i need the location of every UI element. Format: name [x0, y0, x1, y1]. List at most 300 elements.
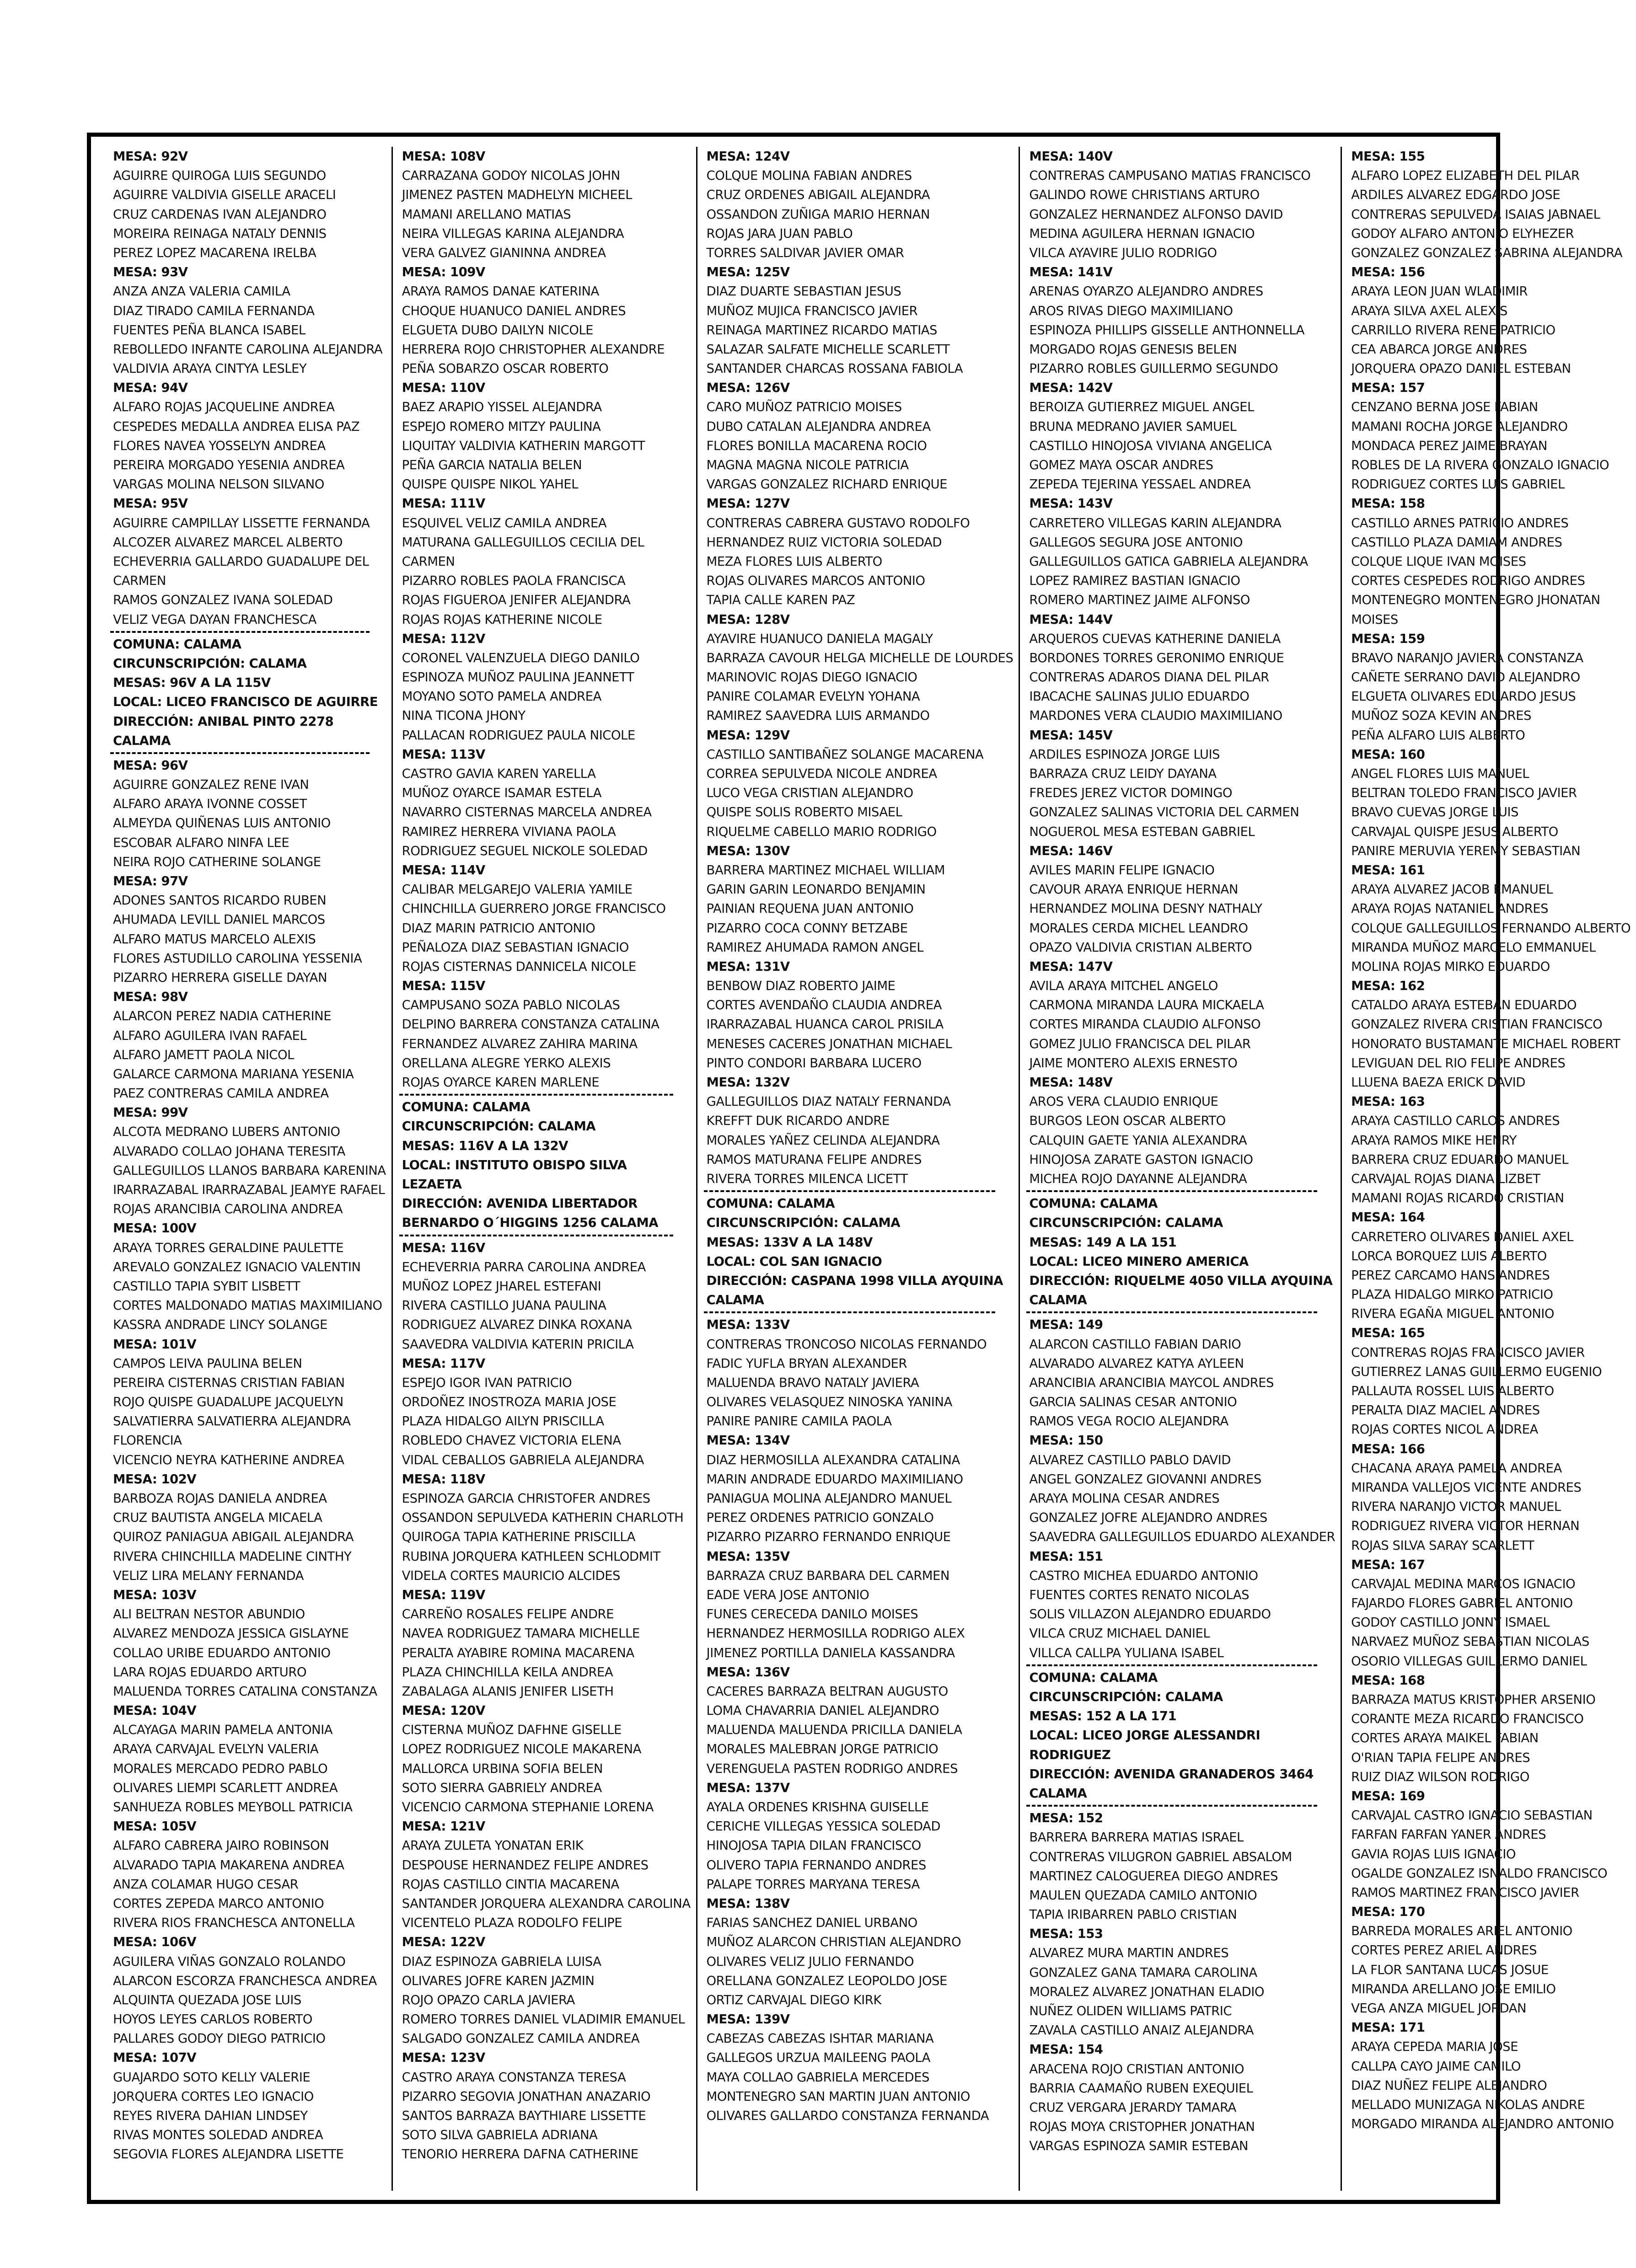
voter-name: GUAJARDO SOTO KELLY VALERIE [113, 2070, 311, 2085]
mesa-heading: MESA: 103V [113, 1587, 197, 1602]
voter-name: SANTANDER JORQUERA ALEXANDRA CAROLINA [402, 1896, 691, 1911]
mesa-heading: MESA: 115V [402, 979, 485, 994]
voter-name: ROJAS ARANCIBIA CAROLINA ANDREA [113, 1202, 343, 1217]
voter-name: BRAVO NARANJO JAVIERA CONSTANZA [1351, 650, 1583, 665]
voter-name: NOGUEROL MESA ESTEBAN GABRIEL [1029, 824, 1255, 839]
voter-name: MUÑOZ MUJICA FRANCISCO JAVIER [706, 303, 918, 318]
voter-name: CORTES PEREZ ARIEL ANDRES [1351, 1943, 1537, 1958]
voter-name: ROJAS OYARCE KAREN MARLENE [402, 1075, 600, 1090]
mesa-heading: MESA: 110V [402, 380, 485, 396]
voter-name: COLQUE MOLINA FABIAN ANDRES [706, 168, 912, 183]
section-header-line: DIRECCIÓN: AVENIDA LIBERTADOR [402, 1196, 638, 1211]
mesa-heading: MESA: 160 [1351, 747, 1425, 762]
voter-name: HERNANDEZ HERMOSILLA RODRIGO ALEX [706, 1626, 965, 1641]
section-header-line: COMUNA: CALAMA [402, 1100, 531, 1115]
voter-name: CARVAJAL ROJAS DIANA LIZBET [1351, 1171, 1540, 1186]
voter-name: LOPEZ RAMIREZ BASTIAN IGNACIO [1029, 573, 1240, 588]
voter-name: GALLEGUILLOS LLANOS BARBARA KARENINA [113, 1163, 386, 1178]
voter-name: PERALTA AYABIRE ROMINA MACARENA [402, 1645, 634, 1660]
voter-name: FADIC YUFLA BRYAN ALEXANDER [706, 1356, 907, 1371]
voter-name: RIQUELME CABELLO MARIO RODRIGO [706, 824, 937, 839]
mesa-heading: MESA: 155 [1351, 149, 1425, 164]
voter-name: MALUENDA TORRES CATALINA CONSTANZA [113, 1684, 377, 1699]
voter-name: ALVARADO COLLAO JOHANA TERESITA [113, 1144, 345, 1159]
voter-name: BARBOZA ROJAS DANIELA ANDREA [113, 1491, 327, 1506]
voter-name: CORONEL VALENZUELA DIEGO DANILO [402, 650, 640, 665]
voter-name: ARAYA ROJAS NATANIEL ANDRES [1351, 901, 1549, 916]
voter-name: PALAPE TORRES MARYANA TERESA [706, 1877, 920, 1892]
voter-name: MELLADO MUNIZAGA NIKOLAS ANDRE [1351, 2097, 1585, 2112]
section-header-line: CALAMA [1029, 1293, 1087, 1308]
voter-name: CARVAJAL MEDINA MARCOS IGNACIO [1351, 1576, 1576, 1591]
voter-name: ARACENA ROJO CRISTIAN ANTONIO [1029, 2061, 1244, 2076]
voter-name: ESCOBAR ALFARO NINFA LEE [113, 835, 290, 850]
voter-name: MOREIRA REINAGA NATALY DENNIS [113, 226, 327, 241]
mesa-heading: MESA: 96V [113, 758, 188, 773]
voter-name: QUISPE QUISPE NIKOL YAHEL [402, 477, 578, 492]
voter-name: MALUENDA BRAVO NATALY JAVIERA [706, 1375, 919, 1390]
voter-name: PIZARRO HERRERA GISELLE DAYAN [113, 970, 327, 985]
voter-name: ARAYA CASTILLO CARLOS ANDRES [1351, 1113, 1560, 1129]
voter-name: LORCA BORQUEZ LUIS ALBERTO [1351, 1248, 1547, 1263]
voter-name: CARVAJAL CASTRO IGNACIO SEBASTIAN [1351, 1808, 1593, 1823]
voter-name: CATALDO ARAYA ESTEBAN EDUARDO [1351, 998, 1577, 1013]
voter-name: ZAVALA CASTILLO ANAIZ ALEJANDRA [1029, 2023, 1254, 2038]
voter-name: ELGUETA OLIVARES EDUARDO JESUS [1351, 689, 1576, 704]
mesa-heading: MESA: 159 [1351, 631, 1425, 646]
voter-name: ROJAS CISTERNAS DANNICELA NICOLE [402, 959, 636, 974]
voter-name: BARRERA MARTINEZ MICHAEL WILLIAM [706, 862, 945, 877]
voter-name: NUÑEZ OLIDEN WILLIAMS PATRIC [1029, 2004, 1232, 2019]
column-3 [697, 147, 1020, 2191]
mesa-heading: MESA: 151 [1029, 1549, 1103, 1564]
voter-name: MOLINA ROJAS MIRKO EDUARDO [1351, 959, 1550, 974]
voter-name: FREDES JEREZ VICTOR DOMINGO [1029, 786, 1233, 801]
section-header-line: COMUNA: CALAMA [113, 637, 241, 652]
voter-name: FLORES BONILLA MACARENA ROCIO [706, 438, 927, 453]
voter-name: FUNES CERECEDA DANILO MOISES [706, 1607, 918, 1622]
voter-name: PAEZ CONTRERAS CAMILA ANDREA [113, 1086, 329, 1101]
voter-name: AVILA ARAYA MITCHEL ANGELO [1029, 979, 1218, 994]
voter-name: PEÑALOZA DIAZ SEBASTIAN IGNACIO [402, 940, 629, 955]
column-2 [393, 147, 697, 2191]
mesa-heading: MESA: 116V [402, 1240, 485, 1255]
voter-name: TENORIO HERRERA DAFNA CATHERINE [402, 2147, 638, 2162]
mesa-heading: MESA: 138V [706, 1896, 790, 1911]
voter-name: CAÑETE SERRANO DAVID ALEJANDRO [1351, 670, 1580, 685]
voter-name: MATURANA GALLEGUILLOS CECILIA DEL [402, 535, 644, 550]
section-divider [110, 752, 370, 754]
section-divider [399, 1235, 673, 1236]
voter-name: OGALDE GONZALEZ ISNALDO FRANCISCO [1351, 1866, 1608, 1881]
voter-name: VIDELA CORTES MAURICIO ALCIDES [402, 1568, 620, 1583]
mesa-heading: MESA: 135V [706, 1549, 790, 1564]
voter-name: CASTILLO SANTIBAÑEZ SOLANGE MACARENA [706, 747, 984, 762]
voter-name: MAMANI ROJAS RICARDO CRISTIAN [1351, 1191, 1564, 1206]
voter-name: GALLEGOS SEGURA JOSE ANTONIO [1029, 535, 1243, 550]
voter-name: CESPEDES MEDALLA ANDREA ELISA PAZ [113, 419, 360, 434]
voter-name: MARTINEZ CALOGUEREA DIEGO ANDRES [1029, 1868, 1278, 1883]
voter-name: GALLEGUILLOS DIAZ NATALY FERNANDA [706, 1094, 951, 1109]
voter-name: CHINCHILLA GUERRERO JORGE FRANCISCO [402, 901, 666, 916]
voter-name: BARRERA CRUZ EDUARDO MANUEL [1351, 1152, 1569, 1167]
document-frame [87, 133, 1631, 2204]
voter-name: ALFARO JAMETT PAOLA NICOL [113, 1047, 294, 1062]
mesa-heading: MESA: 144V [1029, 612, 1113, 627]
voter-name: CERICHE VILLEGAS YESSICA SOLEDAD [706, 1819, 941, 1834]
mesa-heading: MESA: 113V [402, 747, 485, 762]
voter-name: RODRIGUEZ RIVERA VICTOR HERNAN [1351, 1519, 1580, 1534]
voter-name: GARIN GARIN LEONARDO BENJAMIN [706, 882, 926, 897]
voter-name: AROS RIVAS DIEGO MAXIMILIANO [1029, 303, 1233, 318]
mesa-heading: MESA: 101V [113, 1337, 197, 1352]
voter-name: COLLAO URIBE EDUARDO ANTONIO [113, 1645, 331, 1660]
mesa-heading: MESA: 92V [113, 149, 188, 164]
voter-name: CONTRERAS CABRERA GUSTAVO RODOLFO [706, 515, 970, 530]
mesa-heading: MESA: 119V [402, 1587, 485, 1602]
voter-name: ALVARADO ALVAREZ KATYA AYLEEN [1029, 1356, 1244, 1371]
mesa-heading: MESA: 166 [1351, 1441, 1425, 1456]
voter-name: LEVIGUAN DEL RIO FELIPE ANDRES [1351, 1055, 1566, 1070]
voter-name: MOYANO SOTO PAMELA ANDREA [402, 689, 601, 704]
voter-name: ESPINOZA GARCIA CHRISTOFER ANDRES [402, 1491, 650, 1506]
voter-name: VELIZ LIRA MELANY FERNANDA [113, 1568, 304, 1583]
mesa-heading: MESA: 148V [1029, 1075, 1113, 1090]
voter-name: HONORATO BUSTAMANTE MICHAEL ROBERT [1351, 1036, 1620, 1051]
voter-name: BAEZ ARAPIO YISSEL ALEJANDRA [402, 400, 602, 415]
voter-name: ALFARO ROJAS JACQUELINE ANDREA [113, 400, 335, 415]
voter-name: CISTERNA MUÑOZ DAFHNE GISELLE [402, 1722, 622, 1738]
voter-name: RIVERA RIOS FRANCHESCA ANTONELLA [113, 1915, 355, 1931]
voter-name: SANTOS BARRAZA BAYTHIARE LISSETTE [402, 2108, 646, 2124]
voter-name: SOTO SIERRA GABRIELY ANDREA [402, 1780, 602, 1795]
voter-name: PLAZA CHINCHILLA KEILA ANDREA [402, 1664, 613, 1680]
voter-name: BENBOW DIAZ ROBERTO JAIME [706, 979, 896, 994]
voter-name: CARMEN [402, 554, 455, 569]
voter-name: ESPINOZA PHILLIPS GISSELLE ANTHONNELLA [1029, 322, 1304, 337]
voter-name: HERRERA ROJO CHRISTOPHER ALEXANDRE [402, 342, 665, 357]
section-header-line: CIRCUNSCRIPCIÓN: CALAMA [113, 656, 307, 671]
voter-name: ALFARO CABRERA JAIRO ROBINSON [113, 1838, 329, 1853]
mesa-heading: MESA: 163 [1351, 1094, 1425, 1109]
voter-name: ANGEL GONZALEZ GIOVANNI ANDRES [1029, 1471, 1261, 1487]
voter-name: FLORENCIA [113, 1433, 182, 1448]
voter-name: CASTRO GAVIA KAREN YARELLA [402, 766, 596, 781]
section-header-line: BERNARDO O´HIGGINS 1256 CALAMA [402, 1215, 658, 1230]
voter-name: DIAZ MARIN PATRICIO ANTONIO [402, 920, 595, 936]
voter-name: PEÑA GARCIA NATALIA BELEN [402, 458, 582, 472]
voter-name: TAPIA CALLE KAREN PAZ [706, 593, 855, 608]
voter-name: MORGADO MIRANDA ALEJANDRO ANTONIO [1351, 2117, 1614, 2132]
voter-name: HINOJOSA TAPIA DILAN FRANCISCO [706, 1838, 921, 1853]
voter-name: ECHEVERRIA PARRA CAROLINA ANDREA [402, 1259, 646, 1274]
voter-name: FARFAN FARFAN YANER ANDRES [1351, 1827, 1546, 1842]
voter-name: BURGOS LEON OSCAR ALBERTO [1029, 1113, 1226, 1129]
voter-name: MUÑOZ OYARCE ISAMAR ESTELA [402, 786, 601, 801]
voter-name: NARVAEZ MUÑOZ SEBASTIAN NICOLAS [1351, 1634, 1589, 1649]
voter-name: MONTENEGRO MONTENEGRO JHONATAN [1351, 593, 1600, 608]
voter-name: CARMONA MIRANDA LAURA MICKAELA [1029, 998, 1264, 1013]
voter-name: VARGAS MOLINA NELSON SILVANO [113, 477, 324, 492]
voter-name: FAJARDO FLORES GABRIEL ANTONIO [1351, 1596, 1573, 1611]
voter-name: SAAVEDRA GALLEGUILLOS EDUARDO ALEXANDER [1029, 1530, 1336, 1545]
voter-name: ROJAS SILVA SARAY SCARLETT [1351, 1538, 1534, 1553]
section-header-line: CALAMA [113, 733, 171, 748]
voter-name: ESPEJO ROMERO MITZY PAULINA [402, 419, 601, 434]
voter-name: VALDIVIA ARAYA CINTYA LESLEY [113, 361, 307, 376]
voter-name: TORRES SALDIVAR JAVIER OMAR [706, 245, 904, 260]
voter-name: ARDILES ALVAREZ EDGARDO JOSE [1351, 187, 1561, 203]
mesa-heading: MESA: 156 [1351, 265, 1425, 280]
voter-name: PEREZ ORDENES PATRICIO GONZALO [706, 1510, 934, 1525]
column-4 [1020, 147, 1342, 2191]
mesa-heading: MESA: 136V [706, 1664, 790, 1680]
section-header-line: CALAMA [1029, 1786, 1087, 1801]
voter-name: HERNANDEZ RUIZ VICTORIA SOLEDAD [706, 535, 942, 550]
section-header-line: LOCAL: LICEO JORGE ALESSANDRI [1029, 1728, 1261, 1743]
section-header-line: CIRCUNSCRIPCIÓN: CALAMA [706, 1215, 900, 1230]
voter-name: CALIBAR MELGAREJO VALERIA YAMILE [402, 882, 633, 897]
voter-name: CALLPA CAYO JAIME CAMILO [1351, 2059, 1521, 2074]
voter-name: VERENGUELA PASTEN RODRIGO ANDRES [706, 1761, 958, 1776]
voter-name: MEZA FLORES LUIS ALBERTO [706, 554, 882, 569]
section-header-line: MESAS: 133V A LA 148V [706, 1235, 873, 1250]
voter-name: MORALES MALEBRAN JORGE PATRICIO [706, 1742, 939, 1757]
section-header-line: LOCAL: INSTITUTO OBISPO SILVA LEZAETA [402, 1157, 627, 1192]
mesa-heading: MESA: 124V [706, 149, 790, 164]
voter-name: ROJAS CASTILLO CINTIA MACARENA [402, 1877, 619, 1892]
voter-name: CORTES ARAYA MAIKEL FABIAN [1351, 1731, 1539, 1746]
mesa-heading: MESA: 162 [1351, 979, 1425, 994]
section-header-line: MESAS: 116V A LA 132V [402, 1138, 568, 1153]
voter-name: MARINOVIC ROJAS DIEGO IGNACIO [706, 670, 917, 685]
section-header-line: MESAS: 96V A LA 115V [113, 675, 271, 690]
mesa-heading: MESA: 111V [402, 496, 485, 511]
voter-name: VICENTELO PLAZA RODOLFO FELIPE [402, 1915, 622, 1931]
voter-name: ALCAYAGA MARIN PAMELA ANTONIA [113, 1722, 333, 1738]
voter-name: RUIZ DIAZ WILSON RODRIGO [1351, 1769, 1529, 1784]
voter-name: AHUMADA LEVILL DANIEL MARCOS [113, 912, 325, 927]
voter-name: CONTRERAS TRONCOSO NICOLAS FERNANDO [706, 1337, 987, 1352]
voter-name: CASTRO ARAYA CONSTANZA TERESA [402, 2070, 626, 2085]
mesa-heading: MESA: 127V [706, 496, 790, 511]
voter-name: SOTO SILVA GABRIELA ADRIANA [402, 2128, 598, 2143]
voter-name: CAMPUSANO SOZA PABLO NICOLAS [402, 998, 620, 1013]
voter-name: MAGNA MAGNA NICOLE PATRICIA [706, 458, 909, 472]
voter-name: ALARCON CASTILLO FABIAN DARIO [1029, 1337, 1241, 1352]
mesa-heading: MESA: 122V [402, 1935, 485, 1950]
voter-name: TAPIA IRIBARREN PABLO CRISTIAN [1029, 1907, 1237, 1922]
voter-name: BARRAZA CAVOUR HELGA MICHELLE DE LOURDES [706, 650, 1014, 665]
voter-name: FLORES ASTUDILLO CAROLINA YESSENIA [113, 951, 362, 966]
voter-name: AGUIRRE VALDIVIA GISELLE ARACELI [113, 187, 336, 203]
mesa-heading: MESA: 95V [113, 496, 188, 511]
voter-name: DIAZ ESPINOZA GABRIELA LUISA [402, 1954, 601, 1969]
voter-name: GONZALEZ SALINAS VICTORIA DEL CARMEN [1029, 805, 1299, 820]
voter-name: CARRETERO OLIVARES DANIEL AXEL [1351, 1229, 1573, 1244]
voter-name: ROJAS MOYA CRISTOPHER JONATHAN [1029, 2119, 1255, 2134]
voter-name: PALLARES GODOY DIEGO PATRICIO [113, 2031, 326, 2046]
voter-name: REYES RIVERA DAHIAN LINDSEY [113, 2108, 308, 2124]
section-header-line: DIRECCIÓN: ANIBAL PINTO 2278 [113, 714, 334, 729]
voter-name: GONZALEZ GONZALEZ SABRINA ALEJANDRA [1351, 245, 1623, 260]
section-header-line: LOCAL: LICEO MINERO AMERICA [1029, 1254, 1249, 1269]
voter-name: GONZALEZ GANA TAMARA CAROLINA [1029, 1965, 1257, 1980]
mesa-heading: MESA: 123V [402, 2050, 485, 2065]
voter-name: CONTRERAS ROJAS FRANCISCO JAVIER [1351, 1345, 1585, 1360]
voter-name: CASTRO MICHEA EDUARDO ANTONIO [1029, 1568, 1258, 1583]
voter-name: COLQUE LIQUE IVAN MOISES [1351, 554, 1526, 569]
voter-name: VELIZ VEGA DAYAN FRANCHESCA [113, 612, 316, 627]
mesa-heading: MESA: 140V [1029, 149, 1113, 164]
mesa-heading: MESA: 125V [706, 265, 790, 280]
section-header-line: RODRIGUEZ [1029, 1747, 1111, 1762]
section-header-line: DIRECCIÓN: AVENIDA GRANADEROS 3464 [1029, 1766, 1314, 1781]
voter-name: BARRAZA CRUZ LEIDY DAYANA [1029, 766, 1217, 781]
voter-name: OLIVARES JOFRE KAREN JAZMIN [402, 1973, 595, 1988]
voter-name: MONTENEGRO SAN MARTIN JUAN ANTONIO [706, 2089, 970, 2104]
voter-name: RODRIGUEZ CORTES LUIS GABRIEL [1351, 477, 1565, 492]
voter-name: PEREIRA MORGADO YESENIA ANDREA [113, 458, 345, 472]
voter-name: RIVERA TORRES MILENCA LICETT [706, 1171, 908, 1186]
voter-name: PEÑA ALFARO LUIS ALBERTO [1351, 727, 1525, 743]
voter-name: ARAYA CEPEDA MARIA JOSE [1351, 2039, 1518, 2054]
voter-name: ROJAS JARA JUAN PABLO [706, 226, 853, 241]
voter-name: LUCO VEGA CRISTIAN ALEJANDRO [706, 786, 913, 801]
mesa-heading: MESA: 117V [402, 1356, 485, 1371]
mesa-heading: MESA: 168 [1351, 1673, 1425, 1688]
voter-name: GALINDO ROWE CHRISTIANS ARTURO [1029, 187, 1260, 203]
voter-name: MARDONES VERA CLAUDIO MAXIMILIANO [1029, 708, 1282, 723]
voter-name: ARAYA RAMOS DANAE KATERINA [402, 284, 599, 299]
voter-name: PIZARRO ROBLES PAOLA FRANCISCA [402, 573, 626, 588]
voter-name: VARGAS ESPINOZA SAMIR ESTEBAN [1029, 2139, 1248, 2154]
voter-name: CACERES BARRAZA BELTRAN AUGUSTO [706, 1684, 948, 1699]
voter-name: MUÑOZ SOZA KEVIN ANDRES [1351, 708, 1531, 723]
voter-name: RIVERA EGAÑA MIGUEL ANTONIO [1351, 1306, 1555, 1321]
voter-name: RUBINA JORQUERA KATHLEEN SCHLODMIT [402, 1549, 660, 1564]
mesa-heading: MESA: 128V [706, 612, 790, 627]
voter-name: CENZANO BERNA JOSE FABIAN [1351, 400, 1538, 415]
voter-name: MAYA COLLAO GABRIELA MERCEDES [706, 2070, 930, 2085]
voter-name: ALARCON PEREZ NADIA CATHERINE [113, 1009, 332, 1024]
mesa-heading: MESA: 167 [1351, 1557, 1425, 1572]
voter-name: DUBO CATALAN ALEJANDRA ANDREA [706, 419, 931, 434]
voter-name: ECHEVERRIA GALLARDO GUADALUPE DEL [113, 554, 369, 569]
mesa-heading: MESA: 114V [402, 862, 485, 877]
mesa-heading: MESA: 121V [402, 1819, 485, 1834]
voter-name: PANIRE MERUVIA YEREMY SEBASTIAN [1351, 843, 1581, 858]
voter-name: NAVARRO CISTERNAS MARCELA ANDREA [402, 805, 652, 820]
mesa-heading: MESA: 165 [1351, 1326, 1425, 1341]
voter-name: PEREZ LOPEZ MACARENA IRELBA [113, 245, 316, 260]
voter-name: ORELLANA GONZALEZ LEOPOLDO JOSE [706, 1973, 947, 1988]
voter-name: VIDAL CEBALLOS GABRIELA ALEJANDRA [402, 1452, 644, 1467]
columns-container [104, 147, 1631, 2191]
voter-name: JORQUERA CORTES LEO IGNACIO [113, 2089, 314, 2104]
voter-name: AGUIRRE QUIROGA LUIS SEGUNDO [113, 168, 326, 183]
voter-name: PIZARRO COCA CONNY BETZABE [706, 920, 908, 936]
voter-name: ALFARO AGUILERA IVAN RAFAEL [113, 1028, 307, 1043]
voter-name: CONTRERAS SEPULVEDA ISAIAS JABNAEL [1351, 207, 1600, 222]
voter-name: ANGEL FLORES LUIS MANUEL [1351, 766, 1529, 781]
voter-name: VERA GALVEZ GIANINNA ANDREA [402, 245, 606, 260]
voter-name: MOISES [1351, 612, 1398, 627]
voter-name: BRAVO CUEVAS JORGE LUIS [1351, 805, 1518, 820]
voter-name: OLIVARES VELIZ JULIO FERNANDO [706, 1954, 914, 1969]
voter-name: VARGAS GONZALEZ RICHARD ENRIQUE [706, 477, 948, 492]
mesa-heading: MESA: 112V [402, 631, 485, 646]
voter-name: AGUIRRE GONZALEZ RENE IVAN [113, 777, 309, 792]
voter-name: GARCIA SALINAS CESAR ANTONIO [1029, 1395, 1237, 1410]
voter-name: PINTO CONDORI BARBARA LUCERO [706, 1055, 922, 1070]
voter-name: CARMEN [113, 573, 166, 588]
voter-name: QUIROZ PANIAGUA ABIGAIL ALEJANDRA [113, 1530, 354, 1545]
voter-name: LARA ROJAS EDUARDO ARTURO [113, 1664, 306, 1680]
mesa-heading: MESA: 132V [706, 1075, 790, 1090]
voter-name: JIMENEZ PORTILLA DANIELA KASSANDRA [706, 1645, 955, 1660]
voter-name: SANHUEZA ROBLES MEYBOLL PATRICIA [113, 1800, 353, 1815]
section-divider [1026, 1311, 1317, 1313]
voter-name: CRUZ ORDENES ABIGAIL ALEJANDRA [706, 187, 930, 203]
voter-name: CORANTE MEZA RICARDO FRANCISCO [1351, 1712, 1584, 1727]
voter-name: SALVATIERRA SALVATIERRA ALEJANDRA [113, 1414, 351, 1429]
voter-name: MEDINA AGUILERA HERNAN IGNACIO [1029, 226, 1255, 241]
voter-name: PEREZ CARCAMO HANS ANDRES [1351, 1268, 1550, 1283]
section-header-line: MESAS: 149 A LA 151 [1029, 1235, 1177, 1250]
voter-name: ZABALAGA ALANIS JENIFER LISETH [402, 1684, 614, 1699]
voter-name: AVILES MARIN FELIPE IGNACIO [1029, 862, 1215, 877]
voter-name: ARAYA MOLINA CESAR ANDRES [1029, 1491, 1220, 1506]
voter-name: SALAZAR SALFATE MICHELLE SCARLETT [706, 342, 950, 357]
voter-name: CARRETERO VILLEGAS KARIN ALEJANDRA [1029, 515, 1282, 530]
voter-name: GALLEGUILLOS GATICA GABRIELA ALEJANDRA [1029, 554, 1308, 569]
voter-name: AYAVIRE HUANUCO DANIELA MAGALY [706, 631, 933, 646]
mesa-heading: MESA: 109V [402, 265, 485, 280]
voter-name: LA FLOR SANTANA LUCAS JOSUE [1351, 1962, 1549, 1977]
voter-name: GONZALEZ HERNANDEZ ALFONSO DAVID [1029, 207, 1283, 222]
voter-name: ALQUINTA QUEZADA JOSE LUIS [113, 1992, 301, 2007]
voter-name: ALARCON ESCORZA FRANCHESCA ANDREA [113, 1973, 377, 1988]
mesa-heading: MESA: 139V [706, 2012, 790, 2027]
voter-name: ESPINOZA MUÑOZ PAULINA JEANNETT [402, 670, 634, 685]
voter-name: ARAYA TORRES GERALDINE PAULETTE [113, 1240, 344, 1255]
mesa-heading: MESA: 107V [113, 2050, 197, 2065]
voter-name: OLIVARES GALLARDO CONSTANZA FERNANDA [706, 2108, 989, 2124]
voter-name: RAMIREZ HERRERA VIVIANA PAOLA [402, 824, 616, 839]
mesa-heading: MESA: 126V [706, 380, 790, 396]
voter-name: CASTILLO PLAZA DAMIAM ANDRES [1351, 535, 1562, 550]
voter-name: RAMOS VEGA ROCIO ALEJANDRA [1029, 1414, 1228, 1429]
voter-name: ROBLEDO CHAVEZ VICTORIA ELENA [402, 1433, 621, 1448]
section-divider [399, 1094, 673, 1096]
section-header-line: CALAMA [706, 1293, 764, 1308]
voter-name: AGUILERA VIÑAS GONZALO ROLANDO [113, 1954, 346, 1969]
voter-name: SOLIS VILLAZON ALEJANDRO EDUARDO [1029, 1607, 1271, 1622]
voter-name: QUISPE SOLIS ROBERTO MISAEL [706, 805, 902, 820]
mesa-heading: MESA: 171 [1351, 2020, 1425, 2035]
section-divider [704, 1311, 995, 1313]
voter-name: DIAZ TIRADO CAMILA FERNANDA [113, 303, 315, 318]
voter-name: ARAYA LEON JUAN WLADIMIR [1351, 284, 1528, 299]
voter-name: ADONES SANTOS RICARDO RUBEN [113, 893, 327, 908]
voter-name: PIZARRO SEGOVIA JONATHAN ANAZARIO [402, 2089, 651, 2104]
voter-name: MAMANI ROCHA JORGE ALEJANDRO [1351, 419, 1568, 434]
voter-name: FERNANDEZ ALVAREZ ZAHIRA MARINA [402, 1036, 638, 1051]
voter-name: DELPINO BARRERA CONSTANZA CATALINA [402, 1017, 660, 1032]
voter-name: PEREIRA CISTERNAS CRISTIAN FABIAN [113, 1375, 345, 1390]
voter-name: O'RIAN TAPIA FELIPE ANDRES [1351, 1750, 1530, 1765]
